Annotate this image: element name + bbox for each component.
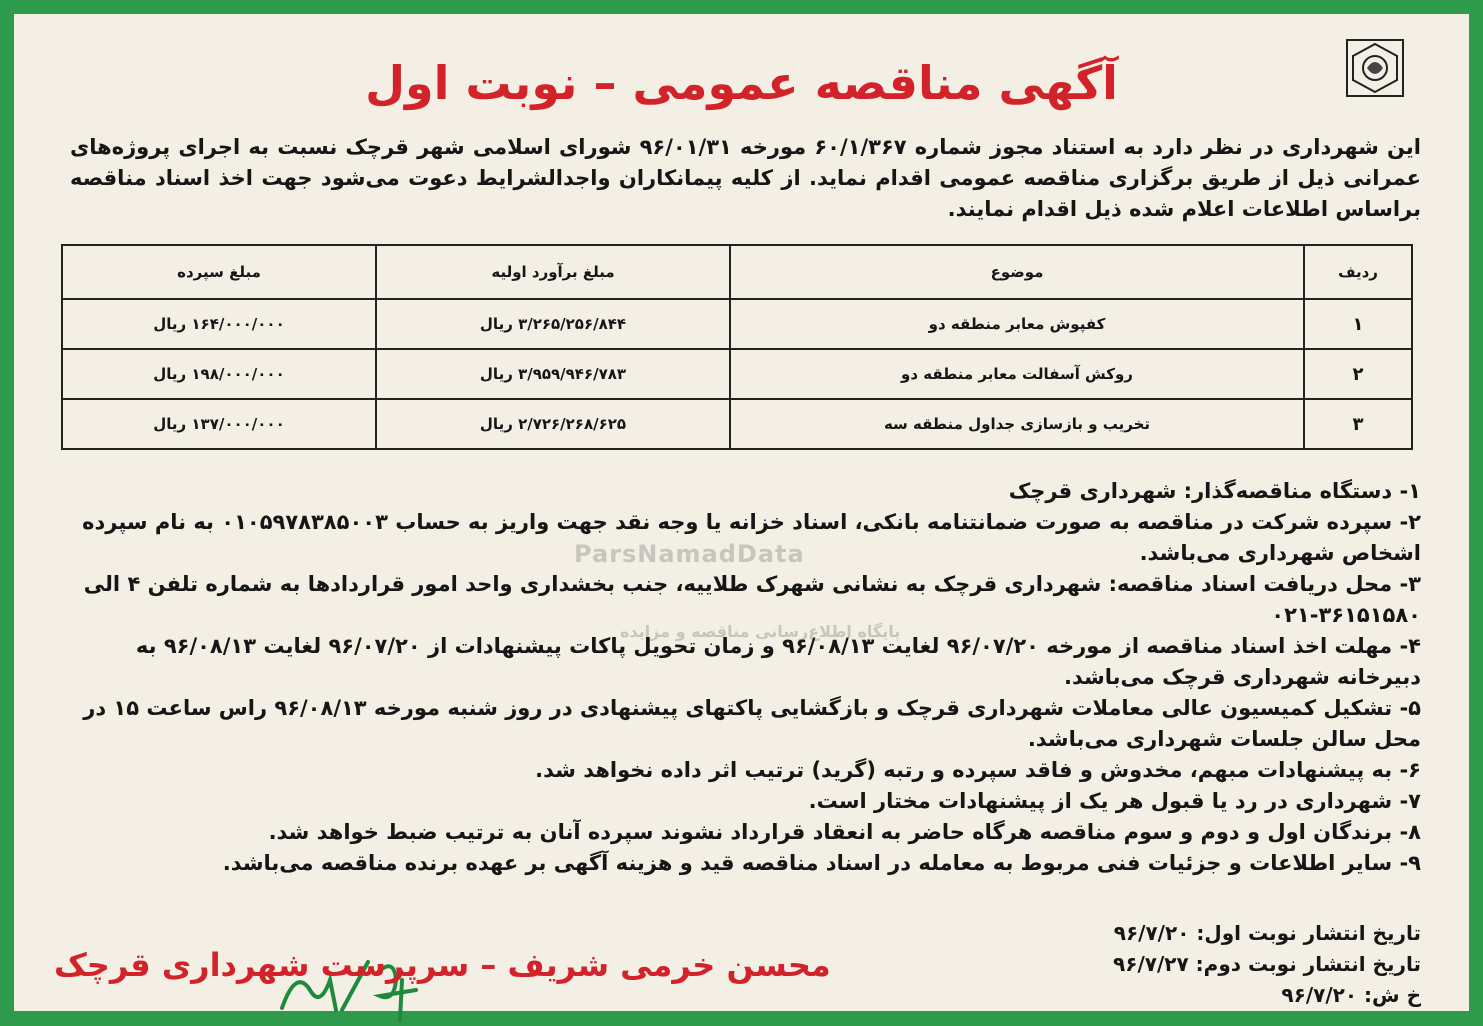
row-estimate: ۳/۲۶۵/۲۵۶/۸۴۴ ریال bbox=[376, 299, 730, 349]
condition-item: ۹- سایر اطلاعات و جزئیات فنی مربوط به معامله در اسناد مناقصه قید و هزینه آگهی بر عهده برنده مناقصه می‌باشد. bbox=[222, 851, 1421, 875]
row-subject: تخریب و بازسازی جداول منطقه سه bbox=[730, 399, 1304, 449]
condition-item: ۸- برندگان اول و دوم و سوم مناقصه هرگاه حاضر به انعقاد قرارداد نشوند سپرده آنان به ترتیب ضبط خواهد شد. bbox=[268, 820, 1421, 844]
row-number: ۲ bbox=[1304, 349, 1412, 399]
row-deposit: ۱۶۴/۰۰۰/۰۰۰ ریال bbox=[62, 299, 376, 349]
watermark-text: ParsNamadData bbox=[574, 540, 805, 568]
condition-item: ۵- تشکیل کمیسیون عالی معاملات شهرداری قرچک و بازگشایی پاکتهای پیشنهادی در روز شنبه مورخه ۹۶/۰۸/۱۳ راس ساعت ۱۵ در محل سالن جلسات شهرداری می‌باشد. bbox=[83, 696, 1421, 751]
row-deposit: ۱۹۸/۰۰۰/۰۰۰ ریال bbox=[62, 349, 376, 399]
header-deposit: مبلغ سپرده bbox=[62, 245, 376, 299]
tender-table bbox=[61, 244, 1413, 450]
row-subject: کفپوش معابر منطقه دو bbox=[730, 299, 1304, 349]
publication-dates bbox=[1113, 918, 1421, 1011]
condition-item: ۱- دستگاه مناقصه‌گذار: شهرداری قرچک bbox=[1008, 479, 1421, 503]
condition-item: ۲- سپرده شرکت در مناقصه به صورت ضمانتنامه بانکی، اسناد خزانه یا وجه نقد جهت واریز به حساب ۰۱۰۵۹۷۸۳۸۵۰۰۳ به نام سپرده اشخاص شهرداری می‌باشد. bbox=[82, 510, 1421, 565]
row-number: ۱ bbox=[1304, 299, 1412, 349]
first-publication-date: تاریخ انتشار نوبت اول: ۹۶/۷/۲۰ bbox=[1113, 921, 1421, 945]
row-deposit: ۱۳۷/۰۰۰/۰۰۰ ریال bbox=[62, 399, 376, 449]
table-header-row bbox=[62, 245, 1412, 299]
intro-paragraph: این شهرداری در نظر دارد به استناد مجوز شماره ۶۰/۱/۳۶۷ مورخه ۹۶/۰۱/۳۱ شورای اسلامی شهر قرچک نسبت به اجرای پروژه‌های عمرانی ذیل از طریق برگزاری مناقصه عمومی اقدام نماید. از کلیه پیمانکاران واجدالشرایط دعوت می‌شود جهت اخذ اسناد مناقصه براساس اطلاعات اعلام شده ذیل اقدام نمایند. bbox=[70, 135, 1421, 221]
watermark-subtext: پایگاه اطلاع‌رسانی مناقصه و مزایده bbox=[620, 622, 901, 641]
publication-code: خ ش: ۹۶/۷/۲۰ bbox=[1281, 983, 1421, 1007]
header-subject: موضوع bbox=[730, 245, 1304, 299]
table-row bbox=[62, 399, 1412, 449]
condition-item: ۶- به پیشنهادات مبهم، مخدوش و فاقد سپرده و رتبه (گرید) ترتیب اثر داده نخواهد شد. bbox=[535, 758, 1421, 782]
row-estimate: ۲/۷۲۶/۲۶۸/۶۲۵ ریال bbox=[376, 399, 730, 449]
signer-name: محسن خرمی شریف – سرپرست شهرداری قرچک bbox=[54, 946, 831, 984]
notice-paper bbox=[14, 14, 1469, 1011]
condition-item: ۴- مهلت اخذ اسناد مناقصه از مورخه ۹۶/۰۷/۲۰ لغایت ۹۶/۰۸/۱۳ و زمان تحویل پاکات پیشنهادات از ۹۶/۰۷/۲۰ لغایت ۹۶/۰۸/۱۳ به دبیرخانه شهرداری قرچک می‌باشد. bbox=[135, 634, 1421, 689]
second-publication-date: تاریخ انتشار نوبت دوم: ۹۶/۷/۲۷ bbox=[1113, 952, 1421, 976]
table-row bbox=[62, 349, 1412, 399]
row-number: ۳ bbox=[1304, 399, 1412, 449]
header-estimate: مبلغ برآورد اولیه bbox=[376, 245, 730, 299]
row-estimate: ۳/۹۵۹/۹۴۶/۷۸۳ ریال bbox=[376, 349, 730, 399]
notice-title: آگهی مناقصه عمومی – نوبت اول bbox=[365, 56, 1118, 110]
table-row bbox=[62, 299, 1412, 349]
row-subject: روکش آسفالت معابر منطقه دو bbox=[730, 349, 1304, 399]
conditions-list bbox=[70, 476, 1421, 879]
header-row-number: ردیف bbox=[1304, 245, 1412, 299]
condition-item: ۳- محل دریافت اسناد مناقصه: شهرداری قرچک به نشانی شهرک طلاییه، جنب بخشداری واحد امور قراردادها به شماره تلفن ۴ الی ۳۶۱۵۱۵۸۰-۰۲۱ bbox=[83, 572, 1421, 627]
condition-item: ۷- شهرداری در رد یا قبول هر یک از پیشنهادات مختار است. bbox=[808, 789, 1421, 813]
